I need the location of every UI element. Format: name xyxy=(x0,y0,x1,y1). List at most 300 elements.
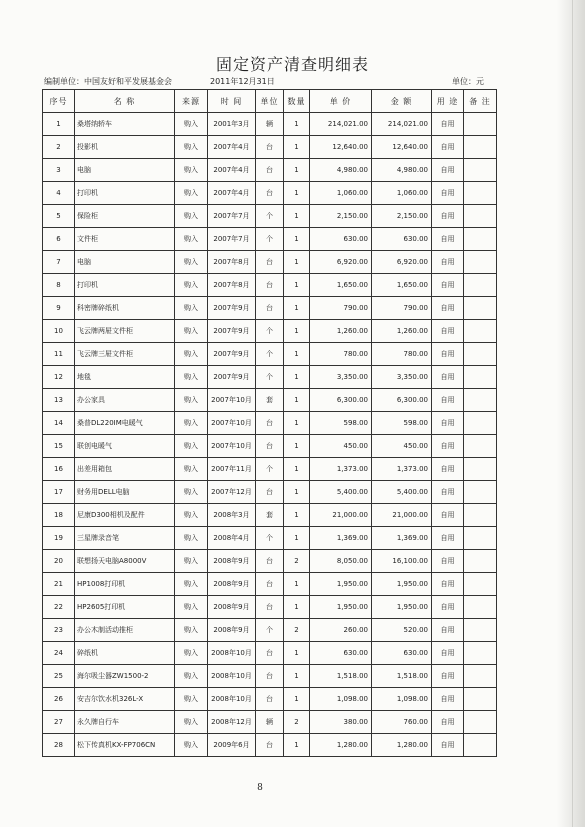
cell-amount: 214,021.00 xyxy=(372,113,432,136)
cell-index: 24 xyxy=(43,642,75,665)
cell-unit-price: 1,950.00 xyxy=(310,573,372,596)
column-header: 来源 xyxy=(175,90,208,113)
cell-usage: 自用 xyxy=(432,113,464,136)
cell-date: 2008年9月 xyxy=(208,596,256,619)
cell-name: HP2605打印机 xyxy=(75,596,175,619)
cell-unit-price: 3,350.00 xyxy=(310,366,372,389)
cell-usage: 自用 xyxy=(432,573,464,596)
cell-quantity: 1 xyxy=(284,665,310,688)
cell-usage: 自用 xyxy=(432,734,464,757)
cell-unit-price: 1,369.00 xyxy=(310,527,372,550)
cell-usage: 自用 xyxy=(432,550,464,573)
cell-date: 2008年4月 xyxy=(208,527,256,550)
table-row xyxy=(43,458,497,481)
cell-name: 联想扬天电脑A8000V xyxy=(75,550,175,573)
cell-date: 2007年7月 xyxy=(208,228,256,251)
cell-unit: 台 xyxy=(256,596,284,619)
cell-quantity: 1 xyxy=(284,481,310,504)
cell-amount: 1,518.00 xyxy=(372,665,432,688)
cell-unit: 台 xyxy=(256,481,284,504)
cell-source: 购入 xyxy=(175,320,208,343)
table-header-row xyxy=(43,90,497,113)
cell-date: 2009年6月 xyxy=(208,734,256,757)
cell-index: 21 xyxy=(43,573,75,596)
table-row xyxy=(43,274,497,297)
preparing-organization: 编制单位：中国友好和平发展基金会 xyxy=(44,77,172,86)
cell-quantity: 1 xyxy=(284,320,310,343)
cell-amount: 1,950.00 xyxy=(372,573,432,596)
cell-amount: 790.00 xyxy=(372,297,432,320)
cell-remark xyxy=(464,205,497,228)
cell-unit: 套 xyxy=(256,389,284,412)
cell-quantity: 1 xyxy=(284,688,310,711)
cell-index: 14 xyxy=(43,412,75,435)
cell-remark xyxy=(464,573,497,596)
cell-unit: 台 xyxy=(256,435,284,458)
cell-date: 2008年9月 xyxy=(208,573,256,596)
cell-quantity: 1 xyxy=(284,366,310,389)
cell-unit-price: 12,640.00 xyxy=(310,136,372,159)
table-row xyxy=(43,366,497,389)
table-row xyxy=(43,734,497,757)
document-title: 固定资产清查明细表 xyxy=(215,55,369,74)
cell-date: 2007年10月 xyxy=(208,412,256,435)
cell-name: 电脑 xyxy=(75,251,175,274)
cell-usage: 自用 xyxy=(432,412,464,435)
cell-remark xyxy=(464,297,497,320)
cell-unit: 台 xyxy=(256,182,284,205)
cell-source: 购入 xyxy=(175,274,208,297)
cell-index: 27 xyxy=(43,711,75,734)
cell-quantity: 1 xyxy=(284,412,310,435)
cell-date: 2007年9月 xyxy=(208,297,256,320)
table-row xyxy=(43,642,497,665)
cell-index: 3 xyxy=(43,159,75,182)
cell-usage: 自用 xyxy=(432,159,464,182)
cell-source: 购入 xyxy=(175,642,208,665)
cell-amount: 5,400.00 xyxy=(372,481,432,504)
cell-usage: 自用 xyxy=(432,481,464,504)
cell-usage: 自用 xyxy=(432,343,464,366)
cell-index: 12 xyxy=(43,366,75,389)
cell-amount: 16,100.00 xyxy=(372,550,432,573)
cell-unit: 台 xyxy=(256,573,284,596)
cell-quantity: 1 xyxy=(284,159,310,182)
currency-unit: 单位：元 xyxy=(452,77,484,86)
cell-unit: 辆 xyxy=(256,113,284,136)
cell-amount: 1,950.00 xyxy=(372,596,432,619)
cell-amount: 6,920.00 xyxy=(372,251,432,274)
page-number: 8 xyxy=(257,783,263,793)
cell-unit: 台 xyxy=(256,734,284,757)
cell-name: 财务用DELL电脑 xyxy=(75,481,175,504)
cell-remark xyxy=(464,550,497,573)
cell-date: 2007年8月 xyxy=(208,251,256,274)
cell-source: 购入 xyxy=(175,688,208,711)
cell-remark xyxy=(464,136,497,159)
page-edge-line xyxy=(572,0,573,827)
cell-index: 2 xyxy=(43,136,75,159)
cell-name: 飞云牌两屉文件柜 xyxy=(75,320,175,343)
cell-unit-price: 598.00 xyxy=(310,412,372,435)
cell-index: 5 xyxy=(43,205,75,228)
cell-amount: 1,373.00 xyxy=(372,458,432,481)
cell-unit-price: 260.00 xyxy=(310,619,372,642)
cell-source: 购入 xyxy=(175,550,208,573)
cell-unit: 台 xyxy=(256,688,284,711)
cell-name: 联创电暖气 xyxy=(75,435,175,458)
cell-source: 购入 xyxy=(175,435,208,458)
cell-usage: 自用 xyxy=(432,320,464,343)
table-row xyxy=(43,504,497,527)
table-row xyxy=(43,527,497,550)
cell-unit: 台 xyxy=(256,136,284,159)
column-header: 备 注 xyxy=(464,90,497,113)
cell-name: 科密牌碎纸机 xyxy=(75,297,175,320)
cell-index: 15 xyxy=(43,435,75,458)
cell-date: 2007年9月 xyxy=(208,320,256,343)
cell-source: 购入 xyxy=(175,343,208,366)
cell-unit: 套 xyxy=(256,504,284,527)
cell-usage: 自用 xyxy=(432,458,464,481)
cell-date: 2007年4月 xyxy=(208,136,256,159)
cell-name: 电脑 xyxy=(75,159,175,182)
cell-remark xyxy=(464,228,497,251)
cell-index: 4 xyxy=(43,182,75,205)
cell-unit: 台 xyxy=(256,665,284,688)
cell-date: 2007年12月 xyxy=(208,481,256,504)
column-header: 金 额 xyxy=(372,90,432,113)
table-row xyxy=(43,136,497,159)
cell-source: 购入 xyxy=(175,481,208,504)
cell-index: 13 xyxy=(43,389,75,412)
column-header: 数量 xyxy=(284,90,310,113)
table-row xyxy=(43,389,497,412)
cell-date: 2007年9月 xyxy=(208,343,256,366)
column-header: 时 间 xyxy=(208,90,256,113)
cell-name: 尼康D300相机及配件 xyxy=(75,504,175,527)
cell-unit: 个 xyxy=(256,458,284,481)
cell-source: 购入 xyxy=(175,734,208,757)
table-row xyxy=(43,412,497,435)
table-row xyxy=(43,550,497,573)
cell-remark xyxy=(464,435,497,458)
cell-date: 2007年11月 xyxy=(208,458,256,481)
cell-amount: 1,060.00 xyxy=(372,182,432,205)
cell-index: 26 xyxy=(43,688,75,711)
cell-source: 购入 xyxy=(175,182,208,205)
table-row xyxy=(43,596,497,619)
cell-unit: 个 xyxy=(256,228,284,251)
cell-amount: 630.00 xyxy=(372,228,432,251)
cell-name: 地毯 xyxy=(75,366,175,389)
fixed-assets-table xyxy=(42,89,497,757)
cell-amount: 450.00 xyxy=(372,435,432,458)
cell-source: 购入 xyxy=(175,366,208,389)
cell-unit-price: 1,280.00 xyxy=(310,734,372,757)
cell-index: 8 xyxy=(43,274,75,297)
cell-name: 办公家具 xyxy=(75,389,175,412)
cell-remark xyxy=(464,159,497,182)
cell-usage: 自用 xyxy=(432,688,464,711)
cell-usage: 自用 xyxy=(432,274,464,297)
cell-unit-price: 1,260.00 xyxy=(310,320,372,343)
cell-remark xyxy=(464,481,497,504)
cell-unit-price: 630.00 xyxy=(310,642,372,665)
cell-name: 桑普DL220IM电暖气 xyxy=(75,412,175,435)
cell-index: 11 xyxy=(43,343,75,366)
cell-quantity: 1 xyxy=(284,343,310,366)
cell-name: 碎纸机 xyxy=(75,642,175,665)
cell-name: 出差用箱包 xyxy=(75,458,175,481)
table-row xyxy=(43,182,497,205)
cell-unit-price: 1,373.00 xyxy=(310,458,372,481)
cell-date: 2008年9月 xyxy=(208,619,256,642)
cell-remark xyxy=(464,366,497,389)
cell-source: 购入 xyxy=(175,228,208,251)
cell-source: 购入 xyxy=(175,504,208,527)
cell-remark xyxy=(464,688,497,711)
cell-quantity: 1 xyxy=(284,228,310,251)
cell-unit: 台 xyxy=(256,642,284,665)
cell-index: 7 xyxy=(43,251,75,274)
cell-remark xyxy=(464,596,497,619)
cell-unit: 台 xyxy=(256,550,284,573)
cell-quantity: 1 xyxy=(284,136,310,159)
cell-date: 2008年3月 xyxy=(208,504,256,527)
column-header: 名 称 xyxy=(75,90,175,113)
cell-date: 2008年10月 xyxy=(208,642,256,665)
cell-unit-price: 780.00 xyxy=(310,343,372,366)
cell-index: 10 xyxy=(43,320,75,343)
cell-name: 飞云牌三屉文件柜 xyxy=(75,343,175,366)
cell-amount: 760.00 xyxy=(372,711,432,734)
cell-quantity: 1 xyxy=(284,205,310,228)
cell-usage: 自用 xyxy=(432,182,464,205)
cell-unit: 个 xyxy=(256,343,284,366)
cell-unit-price: 5,400.00 xyxy=(310,481,372,504)
cell-usage: 自用 xyxy=(432,251,464,274)
cell-source: 购入 xyxy=(175,159,208,182)
cell-quantity: 1 xyxy=(284,251,310,274)
cell-usage: 自用 xyxy=(432,136,464,159)
cell-unit-price: 1,098.00 xyxy=(310,688,372,711)
cell-remark xyxy=(464,642,497,665)
cell-usage: 自用 xyxy=(432,366,464,389)
cell-index: 28 xyxy=(43,734,75,757)
cell-source: 购入 xyxy=(175,573,208,596)
cell-usage: 自用 xyxy=(432,504,464,527)
table-row xyxy=(43,159,497,182)
cell-remark xyxy=(464,527,497,550)
table-row xyxy=(43,297,497,320)
table-row xyxy=(43,619,497,642)
cell-usage: 自用 xyxy=(432,435,464,458)
cell-unit: 台 xyxy=(256,159,284,182)
cell-name: 办公木制活动推柜 xyxy=(75,619,175,642)
cell-usage: 自用 xyxy=(432,228,464,251)
table-row xyxy=(43,320,497,343)
table-row xyxy=(43,435,497,458)
cell-unit-price: 790.00 xyxy=(310,297,372,320)
cell-unit-price: 4,980.00 xyxy=(310,159,372,182)
cell-index: 16 xyxy=(43,458,75,481)
column-header: 单 价 xyxy=(310,90,372,113)
cell-date: 2008年9月 xyxy=(208,550,256,573)
cell-quantity: 1 xyxy=(284,435,310,458)
cell-quantity: 1 xyxy=(284,573,310,596)
cell-name: 投影机 xyxy=(75,136,175,159)
cell-name: 永久牌自行车 xyxy=(75,711,175,734)
cell-usage: 自用 xyxy=(432,205,464,228)
table-row xyxy=(43,228,497,251)
cell-quantity: 1 xyxy=(284,297,310,320)
cell-usage: 自用 xyxy=(432,665,464,688)
cell-source: 购入 xyxy=(175,205,208,228)
cell-unit: 台 xyxy=(256,251,284,274)
cell-name: 桑塔纳轿车 xyxy=(75,113,175,136)
cell-amount: 1,098.00 xyxy=(372,688,432,711)
cell-quantity: 1 xyxy=(284,389,310,412)
cell-amount: 12,640.00 xyxy=(372,136,432,159)
cell-index: 6 xyxy=(43,228,75,251)
cell-source: 购入 xyxy=(175,412,208,435)
cell-date: 2007年9月 xyxy=(208,366,256,389)
cell-unit: 个 xyxy=(256,527,284,550)
cell-name: 打印机 xyxy=(75,274,175,297)
cell-remark xyxy=(464,251,497,274)
cell-index: 22 xyxy=(43,596,75,619)
cell-source: 购入 xyxy=(175,665,208,688)
cell-source: 购入 xyxy=(175,458,208,481)
cell-name: 安吉尔饮水机326L-X xyxy=(75,688,175,711)
cell-amount: 780.00 xyxy=(372,343,432,366)
cell-quantity: 1 xyxy=(284,596,310,619)
cell-unit-price: 380.00 xyxy=(310,711,372,734)
cell-amount: 630.00 xyxy=(372,642,432,665)
cell-remark xyxy=(464,274,497,297)
cell-name: 三星牌录音笔 xyxy=(75,527,175,550)
cell-remark xyxy=(464,113,497,136)
cell-amount: 6,300.00 xyxy=(372,389,432,412)
column-header: 用 途 xyxy=(432,90,464,113)
cell-unit-price: 21,000.00 xyxy=(310,504,372,527)
cell-date: 2007年7月 xyxy=(208,205,256,228)
cell-unit-price: 1,518.00 xyxy=(310,665,372,688)
cell-unit: 台 xyxy=(256,297,284,320)
cell-usage: 自用 xyxy=(432,297,464,320)
cell-remark xyxy=(464,412,497,435)
cell-amount: 4,980.00 xyxy=(372,159,432,182)
cell-amount: 21,000.00 xyxy=(372,504,432,527)
cell-unit: 个 xyxy=(256,366,284,389)
cell-index: 20 xyxy=(43,550,75,573)
cell-remark xyxy=(464,389,497,412)
cell-unit-price: 1,650.00 xyxy=(310,274,372,297)
cell-amount: 3,350.00 xyxy=(372,366,432,389)
cell-date: 2007年4月 xyxy=(208,159,256,182)
table-row xyxy=(43,711,497,734)
cell-remark xyxy=(464,734,497,757)
page-edge-shadow xyxy=(557,0,585,827)
cell-unit-price: 8,050.00 xyxy=(310,550,372,573)
column-header: 单位 xyxy=(256,90,284,113)
cell-unit: 个 xyxy=(256,320,284,343)
cell-unit-price: 6,300.00 xyxy=(310,389,372,412)
cell-amount: 1,280.00 xyxy=(372,734,432,757)
cell-remark xyxy=(464,458,497,481)
cell-name: 文件柜 xyxy=(75,228,175,251)
cell-date: 2008年12月 xyxy=(208,711,256,734)
table-row xyxy=(43,688,497,711)
cell-remark xyxy=(464,343,497,366)
cell-name: 松下传真机KX-FP706CN xyxy=(75,734,175,757)
cell-source: 购入 xyxy=(175,113,208,136)
cell-source: 购入 xyxy=(175,619,208,642)
cell-remark xyxy=(464,182,497,205)
cell-amount: 598.00 xyxy=(372,412,432,435)
cell-usage: 自用 xyxy=(432,619,464,642)
table-row xyxy=(43,481,497,504)
cell-date: 2008年10月 xyxy=(208,665,256,688)
cell-remark xyxy=(464,665,497,688)
cell-remark xyxy=(464,320,497,343)
cell-index: 1 xyxy=(43,113,75,136)
cell-unit: 台 xyxy=(256,274,284,297)
table-row xyxy=(43,205,497,228)
cell-unit-price: 2,150.00 xyxy=(310,205,372,228)
cell-unit: 个 xyxy=(256,205,284,228)
cell-name: 打印机 xyxy=(75,182,175,205)
column-header: 序号 xyxy=(43,90,75,113)
cell-quantity: 2 xyxy=(284,550,310,573)
cell-unit-price: 214,021.00 xyxy=(310,113,372,136)
table-row xyxy=(43,665,497,688)
cell-unit-price: 630.00 xyxy=(310,228,372,251)
cell-quantity: 1 xyxy=(284,734,310,757)
cell-remark xyxy=(464,711,497,734)
cell-unit-price: 1,950.00 xyxy=(310,596,372,619)
cell-quantity: 2 xyxy=(284,711,310,734)
cell-source: 购入 xyxy=(175,251,208,274)
cell-quantity: 1 xyxy=(284,182,310,205)
cell-name: 保险柜 xyxy=(75,205,175,228)
cell-source: 购入 xyxy=(175,527,208,550)
report-date: 2011年12月31日 xyxy=(210,77,275,86)
table-row xyxy=(43,573,497,596)
cell-remark xyxy=(464,504,497,527)
cell-unit-price: 6,920.00 xyxy=(310,251,372,274)
cell-remark xyxy=(464,619,497,642)
cell-amount: 2,150.00 xyxy=(372,205,432,228)
cell-date: 2007年4月 xyxy=(208,182,256,205)
cell-usage: 自用 xyxy=(432,642,464,665)
cell-date: 2008年10月 xyxy=(208,688,256,711)
cell-date: 2007年8月 xyxy=(208,274,256,297)
cell-amount: 1,260.00 xyxy=(372,320,432,343)
cell-quantity: 2 xyxy=(284,619,310,642)
cell-index: 23 xyxy=(43,619,75,642)
cell-source: 购入 xyxy=(175,136,208,159)
cell-date: 2001年3月 xyxy=(208,113,256,136)
cell-quantity: 1 xyxy=(284,527,310,550)
cell-unit-price: 1,060.00 xyxy=(310,182,372,205)
cell-index: 18 xyxy=(43,504,75,527)
table-row xyxy=(43,251,497,274)
cell-unit: 台 xyxy=(256,412,284,435)
cell-name: 海尔吸尘器ZW1500-2 xyxy=(75,665,175,688)
table-row xyxy=(43,343,497,366)
